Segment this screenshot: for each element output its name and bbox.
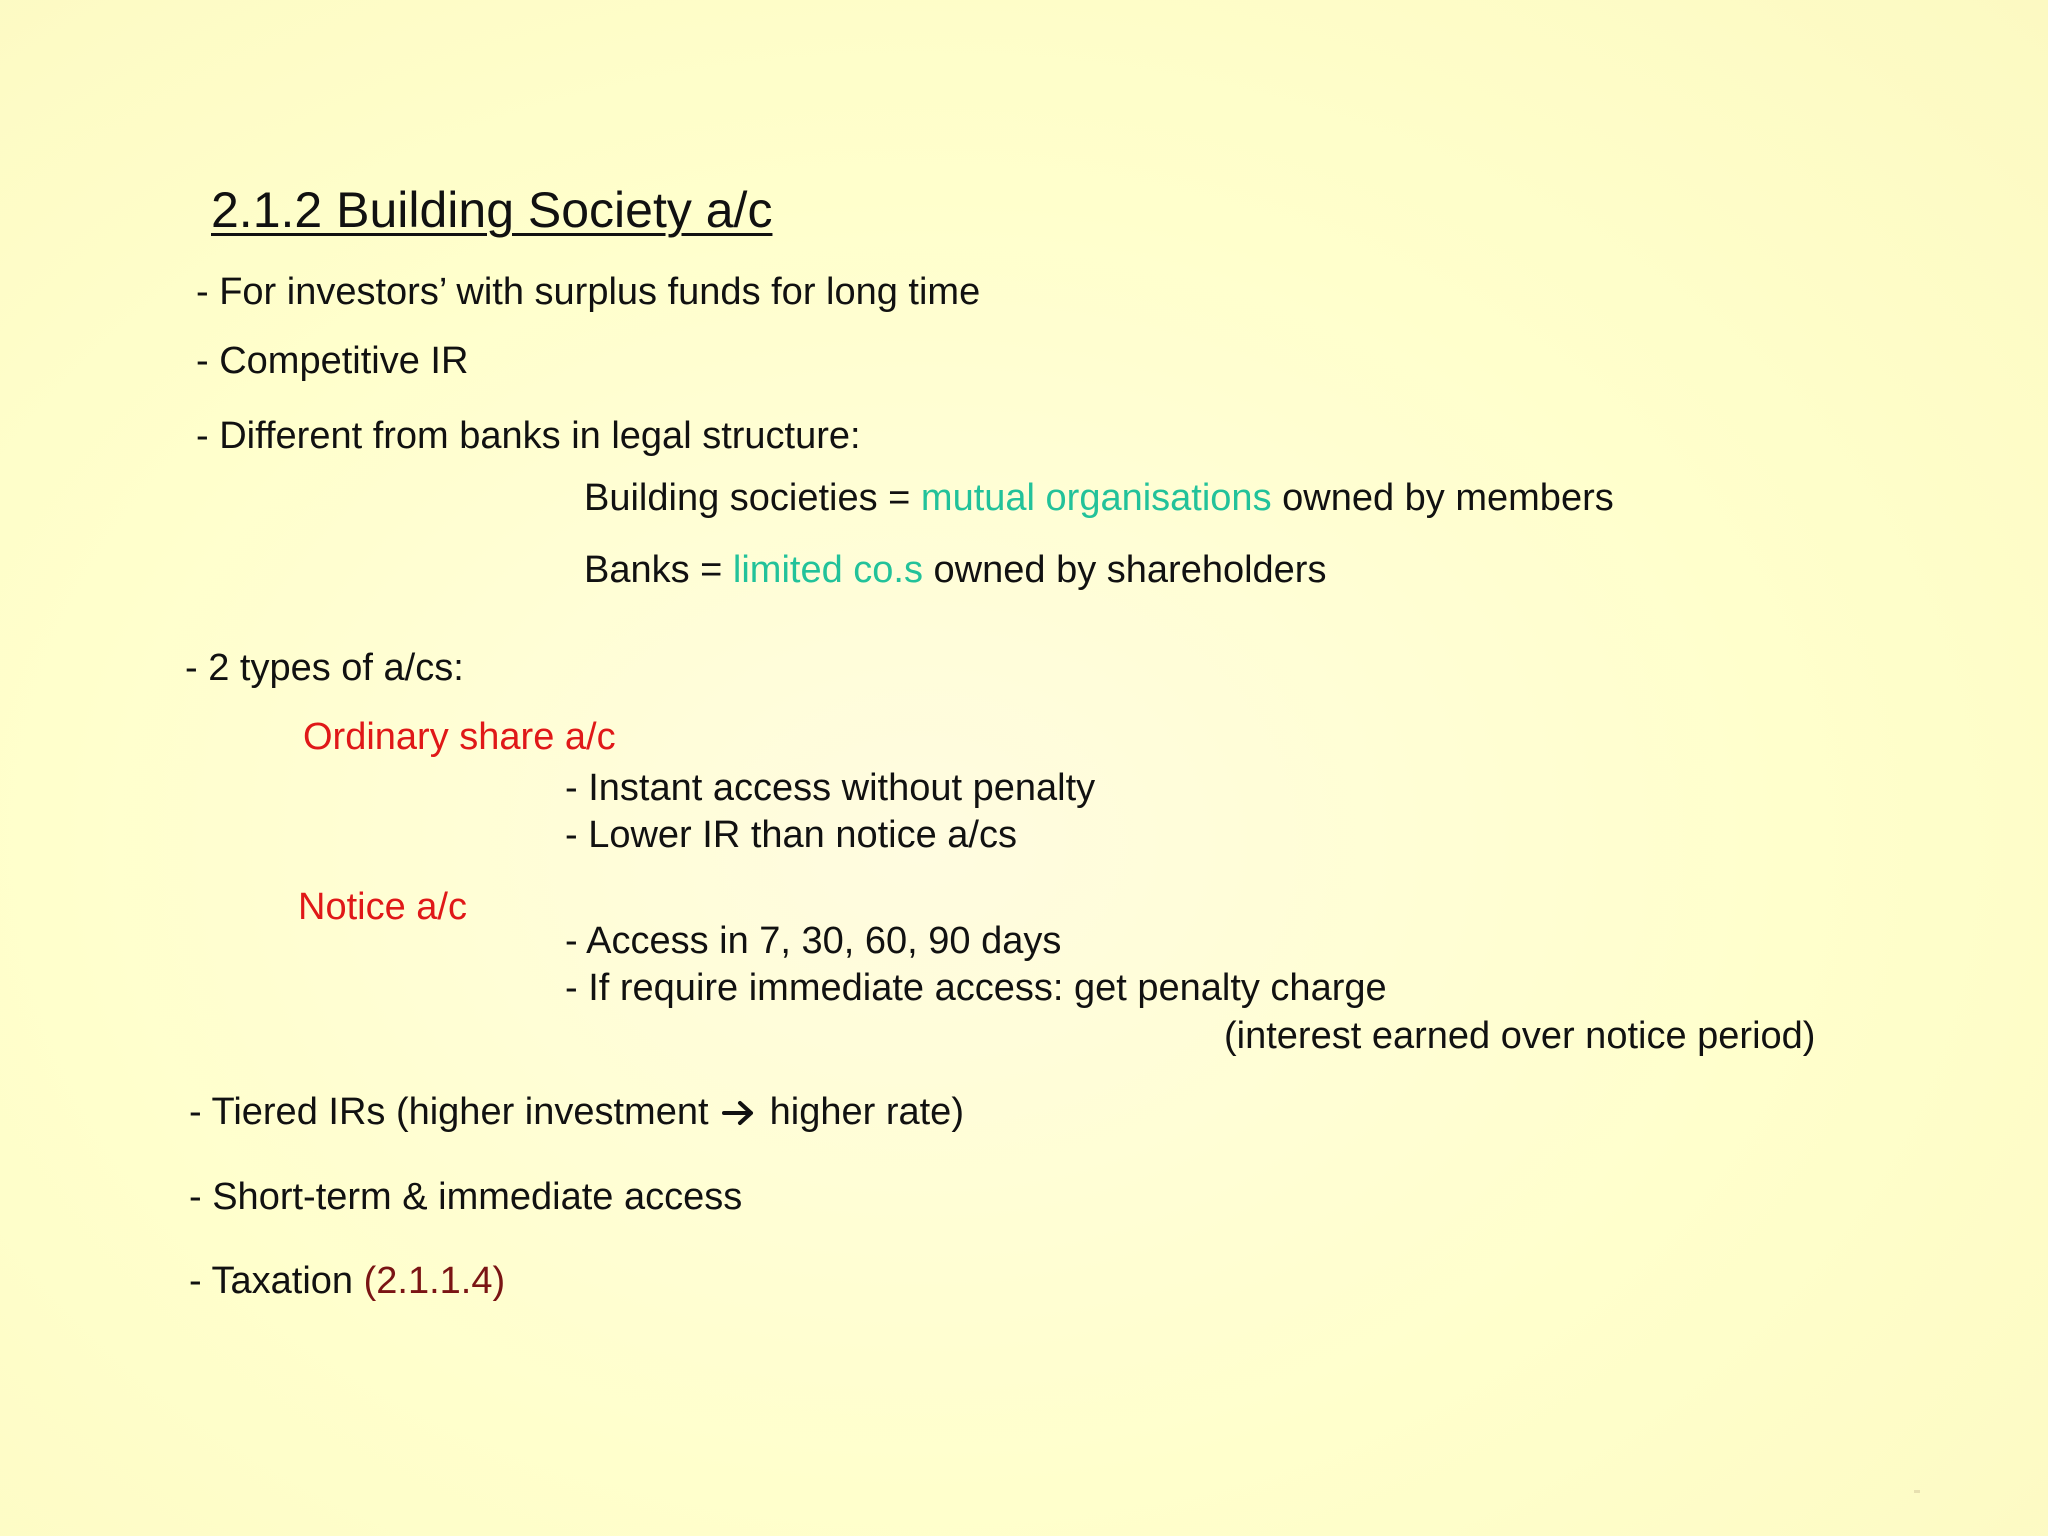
bullet-short-term: - Short-term & immediate access bbox=[189, 1176, 743, 1218]
bullet-surplus-funds: - For investors’ with surplus funds for long time bbox=[196, 271, 981, 313]
slide-title: 2.1.2 Building Society a/c bbox=[211, 182, 773, 238]
decorative-speck bbox=[1914, 1490, 1920, 1493]
tiered-irs-text: - Tiered IRs (higher investment bbox=[189, 1091, 720, 1133]
notice-account-label: Notice a/c bbox=[298, 886, 467, 928]
higher-rate-text: higher rate) bbox=[759, 1091, 964, 1133]
owned-by-members-text: owned by members bbox=[1271, 477, 1614, 519]
banks-line bbox=[584, 547, 1326, 593]
notice-point-penalty: - If require immediate access: get penalty charge bbox=[565, 967, 1387, 1009]
ordinary-point-instant-access: - Instant access without penalty bbox=[565, 767, 1096, 809]
owned-by-shareholders-text: owned by shareholders bbox=[922, 549, 1327, 591]
building-societies-label: Building societies = bbox=[584, 477, 921, 519]
ordinary-share-label: Ordinary share a/c bbox=[303, 716, 616, 758]
building-societies-line bbox=[584, 475, 1614, 521]
right-arrow-icon bbox=[721, 1099, 757, 1127]
limited-cos-highlight: limited co.s bbox=[732, 549, 923, 591]
notice-point-penalty-note: (interest earned over notice period) bbox=[1224, 1015, 1816, 1057]
taxation-reference: (2.1.1.4) bbox=[363, 1260, 506, 1302]
taxation-text: - Taxation bbox=[189, 1260, 364, 1302]
bullet-tiered-irs bbox=[189, 1089, 964, 1135]
bullet-taxation bbox=[189, 1258, 505, 1304]
banks-label: Banks = bbox=[584, 549, 733, 591]
bullet-legal-structure: - Different from banks in legal structure: bbox=[196, 415, 861, 457]
bullet-competitive-ir: - Competitive IR bbox=[196, 340, 469, 382]
account-types-heading: - 2 types of a/cs: bbox=[185, 647, 464, 689]
ordinary-point-lower-ir: - Lower IR than notice a/cs bbox=[565, 814, 1017, 856]
notice-point-access-days: - Access in 7, 30, 60, 90 days bbox=[565, 920, 1062, 962]
mutual-organisations-highlight: mutual organisations bbox=[920, 477, 1272, 519]
